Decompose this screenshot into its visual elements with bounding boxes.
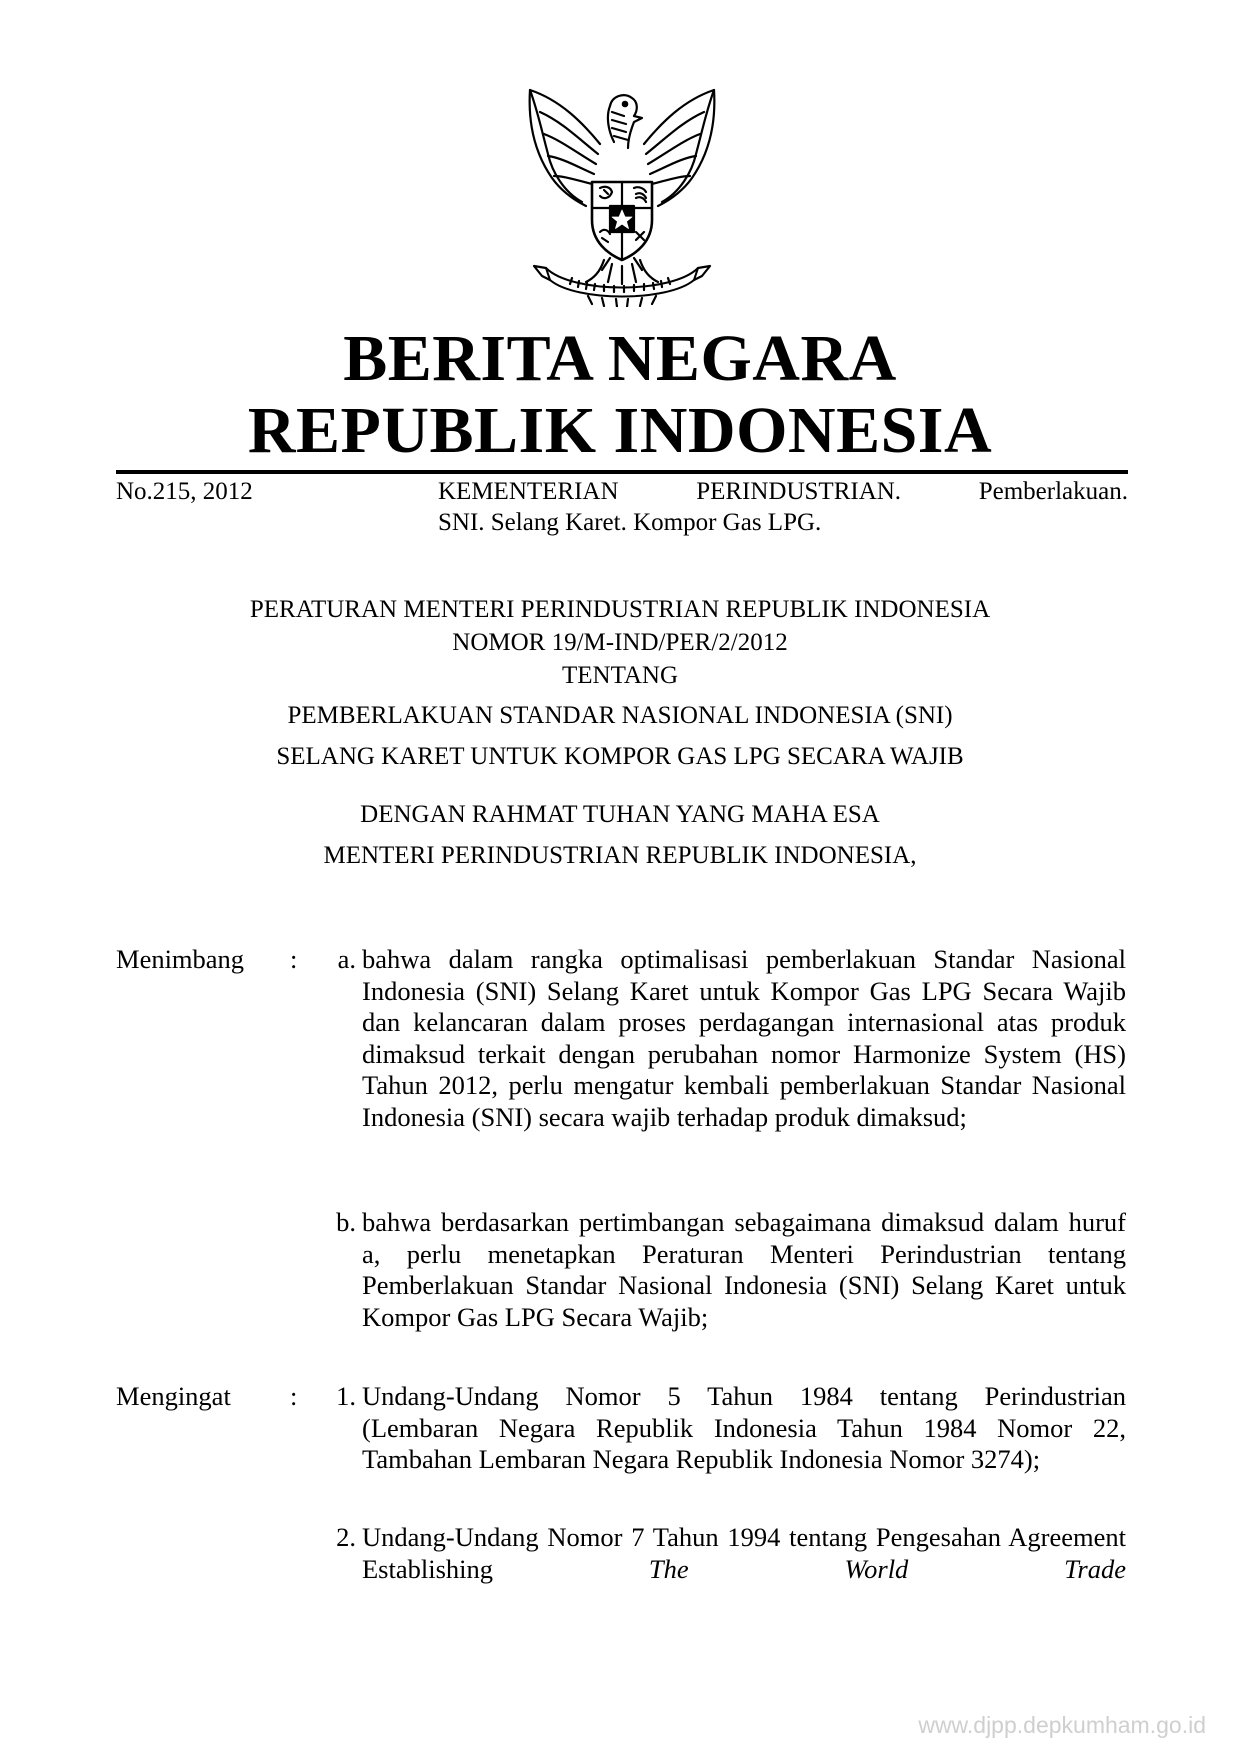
mengingat-colon: : bbox=[290, 1381, 298, 1411]
menimbang-clause-b: bahwa berdasarkan pertimbangan sebagaimana dimaksud dalam huruf a, perlu menetapkan Peraturan Menteri Perindustrian tentang Pemberlakuan Standar Nasional Indonesia (SNI) Selang Karet untuk Kompor Gas LPG Secara Wajib; bbox=[362, 1207, 1126, 1332]
issue-desc-word: KEMENTERIAN bbox=[438, 478, 619, 505]
clause-marker: 2. bbox=[336, 1522, 356, 1552]
clause-marker: b. bbox=[336, 1207, 356, 1237]
garuda-emblem-icon bbox=[512, 82, 732, 307]
mengingat-label: Mengingat bbox=[116, 1381, 231, 1411]
regulation-subject-2: SELANG KARET UNTUK KOMPOR GAS LPG SECARA WAJIB bbox=[276, 743, 964, 770]
issue-description bbox=[438, 476, 1128, 538]
regulation-minister: MENTERI PERINDUSTRIAN REPUBLIK INDONESIA, bbox=[323, 842, 917, 869]
regulation-preamble: DENGAN RAHMAT TUHAN YANG MAHA ESA bbox=[360, 801, 880, 828]
issue-description-line-2: SNI. Selang Karet. Kompor Gas LPG. bbox=[438, 509, 822, 536]
mengingat-clause-2-italic: The World Trade bbox=[648, 1553, 1127, 1584]
masthead-line-2: REPUBLIK INDONESIA bbox=[247, 394, 993, 467]
issue-number: No.215, 2012 bbox=[116, 478, 253, 505]
menimbang-clause-a: bahwa dalam rangka optimalisasi pemberlakuan Standar Nasional Indonesia (SNI) Selang Karet untuk Kompor Gas LPG Secara Wajib dan kelancaran dalam proses perdagangan internasional atas produk dimaksud terkait dengan perubahan nomor Harmonize System (HS) Tahun 2012, perlu mengatur kembali pemberlakuan Standar Nasional Indonesia (SNI) secara wajib terhadap produk dimaksud; bbox=[362, 944, 1126, 1132]
mengingat-clause-1: Undang-Undang Nomor 5 Tahun 1984 tentang Perindustrian (Lembaran Negara Republik Indonesia Tahun 1984 Nomor 22, Tambahan Lembaran Negara Republik Indonesia Nomor 3274); bbox=[362, 1381, 1126, 1474]
menimbang-label: Menimbang bbox=[116, 944, 245, 974]
menimbang-colon: : bbox=[290, 944, 298, 974]
mengingat-clause-2 bbox=[362, 1522, 1126, 1585]
masthead-rule bbox=[116, 470, 1128, 474]
watermark-url: www.djpp.depkumham.go.id bbox=[918, 1712, 1206, 1738]
masthead-line-1: BERITA NEGARA bbox=[343, 322, 897, 395]
issue-desc-word: PERINDUSTRIAN. bbox=[696, 478, 902, 505]
issue-desc-word: Pemberlakuan. bbox=[978, 478, 1128, 505]
clause-marker: a. bbox=[337, 944, 356, 974]
regulation-title: PERATURAN MENTERI PERINDUSTRIAN REPUBLIK INDONESIA bbox=[249, 596, 991, 623]
clause-marker: 1. bbox=[336, 1381, 356, 1411]
mengingat-clause-2-text: Undang-Undang Nomor 7 Tahun 1994 tentang Pengesahan Agreement Establishing bbox=[362, 1522, 1126, 1584]
issue-description-line-1 bbox=[438, 476, 1128, 507]
regulation-tentang: TENTANG bbox=[561, 662, 679, 689]
regulation-number: NOMOR 19/M-IND/PER/2/2012 bbox=[452, 629, 788, 656]
regulation-subject-1: PEMBERLAKUAN STANDAR NASIONAL INDONESIA (SNI) bbox=[287, 702, 953, 729]
